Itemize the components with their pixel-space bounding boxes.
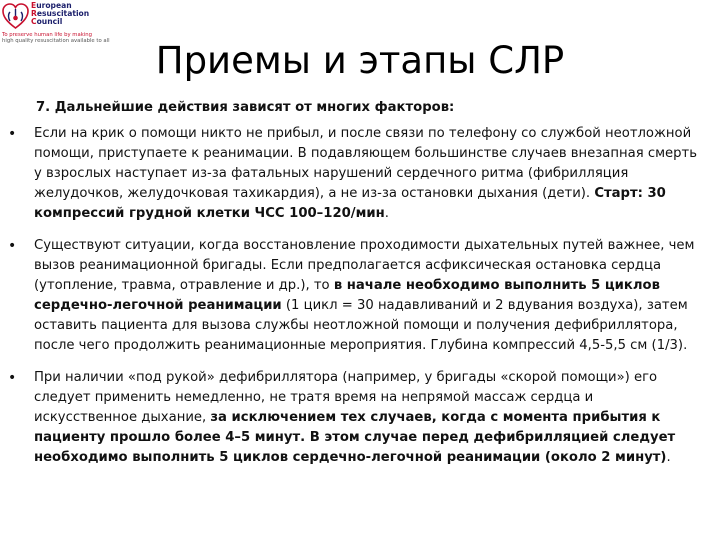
item-bold-text: Старт: 30 компрессий грудной клетки ЧСС 100–120/мин <box>34 186 666 221</box>
item-bold-text: в начале необходимо выполнить 5 циклов сердечно-легочной реанимации <box>34 278 660 313</box>
logo-tagline: To preserve human life by making high quality resuscitation available to all <box>2 32 110 44</box>
bullet-icon: • <box>8 370 17 386</box>
list-item <box>8 124 698 224</box>
item-bold-text: за исключением тех случаев, когда с момента прибытия к пациенту прошло более 4–5 минут. В этом случае перед дефибрилляцией следует необходимо выполнить 5 циклов сердечно-легочной реанимации (около 2 минут) <box>34 410 676 465</box>
item-text-end: . <box>666 450 671 465</box>
heart-lungs-icon <box>2 2 29 32</box>
item-text: Существуют ситуации, когда восстановление проходимости дыхательных путей важнее, чем вызов реанимационной бригады. Если предполагается асфиксическая остановка сердца (утопление, травма, отравление и др.), то <box>34 238 695 293</box>
item-text: Если на крик о помощи никто не прибыл, и после связи по телефону со службой неотложной помощи, приступаете к реанимации. В подавляющем большинстве случаев внезапная смерть у взрослых наступает из-за фатальных нарушений сердечного ритма (фибрилляция желудочков, желудочковая тахикардия), а не из-за остановки дыхания (дети). <box>34 126 697 201</box>
logo-wordmark: European Resuscitation Council <box>31 1 90 26</box>
list-item <box>8 236 698 356</box>
item-text-end: . <box>384 206 389 221</box>
bullet-icon: • <box>8 238 17 254</box>
bullet-list <box>8 124 698 480</box>
bullet-icon: • <box>8 126 17 142</box>
slide-title: Приемы и этапы СЛР <box>155 39 565 82</box>
item-text-end: (1 цикл = 30 надавливаний и 2 вдувания воздуха), затем оставить пациента для вызова службы неотложной помощи и получения дефибриллятора, после чего продолжить реанимационные мероприятия. Глубина компрессий 4,5-5,5 см (1/3). <box>34 298 688 353</box>
slide-subheading: 7. Дальнейшие действия зависят от многих факторов: <box>36 100 455 115</box>
item-text: При наличии «под рукой» дефибриллятора (например, у бригады «скорой помощи») его следует применить немедленно, не тратя время на непрямой массаж сердца и искусственное дыхание, <box>34 370 658 425</box>
list-item <box>8 368 698 468</box>
